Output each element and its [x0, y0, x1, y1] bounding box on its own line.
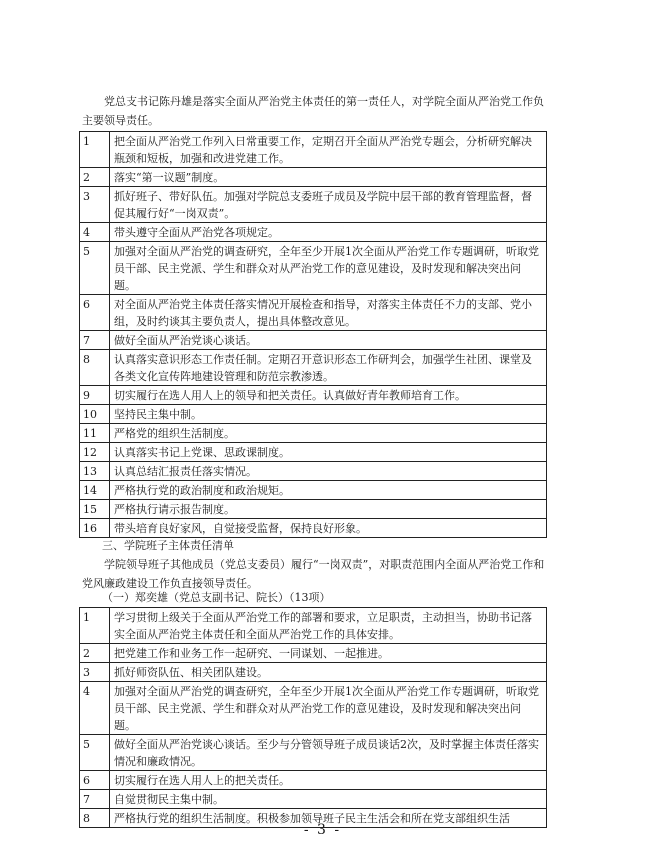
row-number: 4	[80, 682, 110, 735]
section-3-heading: 三、学院班子主体责任清单	[102, 539, 234, 552]
row-number: 10	[80, 405, 110, 424]
row-text: 自觉贯彻民主集中制。	[110, 790, 547, 809]
row-number: 14	[80, 481, 110, 500]
table-row	[80, 663, 547, 682]
row-text: 学习贯彻上级关于全面从严治党工作的部署和要求，立足职责，主动担当，协助书记落实全面从严治党主体责任和全面从严治党工作的具体安排。	[110, 608, 547, 644]
row-text: 落实“第一议题”制度。	[110, 168, 547, 187]
row-text: 做好全面从严治党谈心谈话。至少与分管领导班子成员谈话2次，及时掌握主体责任落实情况和廉政情况。	[110, 735, 547, 771]
row-number: 4	[80, 223, 110, 242]
row-number: 13	[80, 462, 110, 481]
row-text: 带头遵守全面从严治党各项规定。	[110, 223, 547, 242]
row-text: 把全面从严治党工作列入日常重要工作，定期召开全面从严治党专题会，分析研究解决瓶颈和短板，加强和改进党建工作。	[110, 132, 547, 168]
row-text: 认真落实意识形态工作责任制。定期召开意识形态工作研判会，加强学生社团、课堂及各类文化宣传阵地建设管理和防范宗教渗透。	[110, 350, 547, 386]
row-text: 严格执行党的组织生活制度。积极参加领导班子民主生活会和所在党支部组织生活	[110, 809, 547, 828]
subsection-1-heading: （一）郑奕雄（党总支副书记、院长）（13项）	[102, 591, 331, 604]
table-row	[80, 242, 547, 295]
row-number: 16	[80, 519, 110, 538]
row-number: 11	[80, 424, 110, 443]
row-text: 认真总结汇报责任落实情况。	[110, 462, 547, 481]
table-row	[80, 168, 547, 187]
row-number: 1	[80, 132, 110, 168]
table-row	[80, 350, 547, 386]
table-row	[80, 462, 547, 481]
table-row	[80, 295, 547, 331]
row-text: 切实履行在选人用人上的把关责任。	[110, 771, 547, 790]
dean-duty-table	[79, 607, 547, 828]
table-row	[80, 500, 547, 519]
secretary-duty-table	[79, 131, 547, 538]
row-text: 对全面从严治党主体责任落实情况开展检查和指导，对落实主体责任不力的支部、党小组，及时约谈其主要负责人，提出具体整改意见。	[110, 295, 547, 331]
page-number: - 3 -	[303, 822, 342, 838]
table-row	[80, 405, 547, 424]
row-text: 严格执行请示报告制度。	[110, 500, 547, 519]
row-number: 5	[80, 735, 110, 771]
row-text: 认真落实书记上党课、思政课制度。	[110, 443, 547, 462]
table-row	[80, 331, 547, 350]
row-number: 6	[80, 771, 110, 790]
row-text: 抓好班子、带好队伍。加强对学院总支委班子成员及学院中层干部的教育管理监督，督促其履行好“一岗双责”。	[110, 187, 547, 223]
row-number: 15	[80, 500, 110, 519]
table-row	[80, 682, 547, 735]
row-number: 1	[80, 608, 110, 644]
table-row	[80, 187, 547, 223]
row-text: 切实履行在选人用人上的领导和把关责任。认真做好青年教师培育工作。	[110, 386, 547, 405]
row-number: 8	[80, 809, 110, 828]
row-text: 做好全面从严治党谈心谈话。	[110, 331, 547, 350]
table-row	[80, 424, 547, 443]
table-row	[80, 481, 547, 500]
row-text: 抓好师资队伍、相关团队建设。	[110, 663, 547, 682]
row-number: 8	[80, 350, 110, 386]
table-row	[80, 608, 547, 644]
row-number: 6	[80, 295, 110, 331]
row-number: 3	[80, 663, 110, 682]
row-number: 12	[80, 443, 110, 462]
table-row	[80, 519, 547, 538]
table-row	[80, 132, 547, 168]
row-text: 把党建工作和业务工作一起研究、一同谋划、一起推进。	[110, 644, 547, 663]
table-row	[80, 735, 547, 771]
table-row	[80, 644, 547, 663]
table-row	[80, 790, 547, 809]
row-number: 2	[80, 168, 110, 187]
row-text: 严格执行党的政治制度和政治规矩。	[110, 481, 547, 500]
row-number: 7	[80, 790, 110, 809]
row-text: 带头培育良好家风，自觉接受监督，保持良好形象。	[110, 519, 547, 538]
row-text: 严格党的组织生活制度。	[110, 424, 547, 443]
row-number: 3	[80, 187, 110, 223]
row-number: 9	[80, 386, 110, 405]
row-number: 2	[80, 644, 110, 663]
table-row	[80, 386, 547, 405]
section-3-intro: 学院领导班子其他成员（党总支委员）履行“一岗双责”，对职责范围内全面从严治党工作和党风廉政建设工作负直接领导责任。	[82, 558, 545, 590]
table-row	[80, 443, 547, 462]
intro-paragraph: 党总支书记陈丹雄是落实全面从严治党主体责任的第一责任人，对学院全面从严治党工作负主要领导责任。	[82, 95, 544, 127]
row-text: 加强对全面从严治党的调查研究，全年至少开展1次全面从严治党工作专题调研，听取党员干部、民主党派、学生和群众对从严治党工作的意见建设，及时发现和解决突出问题。	[110, 242, 547, 295]
row-number: 5	[80, 242, 110, 295]
table-row	[80, 223, 547, 242]
row-number: 7	[80, 331, 110, 350]
row-text: 加强对全面从严治党的调查研究，全年至少开展1次全面从严治党工作专题调研，听取党员干部、民主党派、学生和群众对从严治党工作的意见建设，及时发现和解决突出问题。	[110, 682, 547, 735]
table-row	[80, 771, 547, 790]
row-text: 坚持民主集中制。	[110, 405, 547, 424]
